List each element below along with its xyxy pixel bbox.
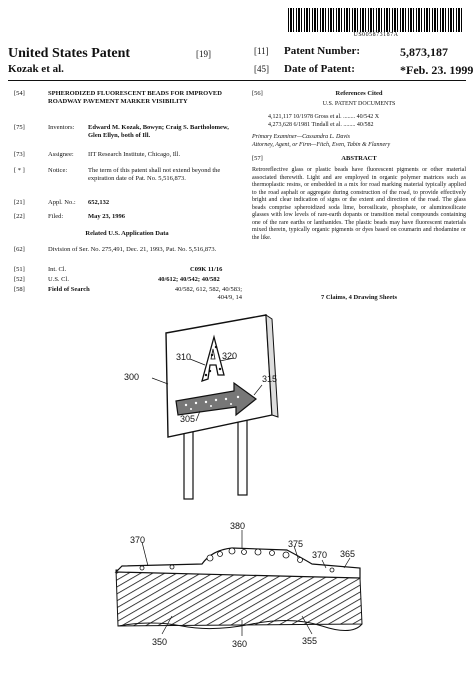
uscl-value: 40/612; 40/542; 40/582	[158, 276, 220, 283]
label-355: 355	[302, 636, 318, 646]
number-code: [11]	[254, 46, 269, 56]
cross-section-figure	[112, 520, 368, 648]
label-370-left: 370	[130, 535, 146, 545]
uscl-code: [52]	[14, 276, 25, 283]
appl-label: Appl. No.:	[48, 199, 76, 206]
label-350: 350	[152, 637, 168, 647]
related-heading: Related U.S. Application Data	[85, 230, 169, 237]
title-code: [54]	[14, 90, 25, 97]
patent-number: 5,873,187	[400, 45, 448, 59]
label-375: 375	[288, 539, 304, 549]
assignee-label: Assignee:	[48, 151, 74, 158]
filed-code: [22]	[14, 213, 25, 220]
related-code: [62]	[14, 246, 25, 253]
label-320: 320	[222, 351, 238, 361]
notice-code: [ * ]	[14, 167, 25, 174]
label-380: 380	[230, 521, 246, 531]
appl-code: [21]	[14, 199, 25, 206]
date-label: Date of Patent:	[284, 63, 355, 75]
intcl-code: [51]	[14, 266, 25, 273]
filed-label: Filed:	[48, 213, 64, 220]
notice-label: Notice:	[48, 167, 68, 174]
abstract-code: [57]	[252, 155, 263, 162]
number-label: Patent Number:	[284, 45, 361, 57]
attorney: Attorney, Agent, or Firm—Fitch, Even, Tabin & Flannery	[252, 142, 391, 148]
date-code: [45]	[254, 64, 269, 74]
notice: The term of this patent shall not extend beyond the expiration date of Pat. No. 5,516,873.	[88, 167, 221, 182]
inventors-label: Inventors:	[48, 124, 75, 131]
label-365: 365	[340, 549, 356, 559]
inventors: Edward M. Kozak, Bowyn; Craig S. Bartholomew, Glen Ellyn, both of Ill.	[88, 124, 229, 139]
related-data: Division of Ser. No. 275,491, Dec. 21, 1993, Pat. No. 5,516,873.	[48, 246, 217, 253]
label-305: 305	[180, 414, 196, 424]
appl-number: 652,132	[88, 199, 110, 206]
intcl-label: Int. Cl.	[48, 266, 67, 273]
refs-subheading: U.S. PATENT DOCUMENTS	[322, 101, 396, 107]
reference-1: 4,121,117 10/1978 Gross et al. ........ 40/542 X	[268, 114, 380, 120]
refs-heading: References Cited	[335, 90, 383, 97]
field-label: Field of Search	[48, 286, 90, 293]
inventors-short: Kozak et al.	[8, 63, 64, 75]
label-315: 315	[262, 374, 278, 384]
filed-date: May 23, 1996	[88, 213, 126, 220]
office-code: [19]	[196, 49, 211, 59]
refs-code: [56]	[252, 90, 263, 97]
reference-2: 4,273,628 6/1981 Tindall et al. ........ 40/582	[268, 122, 374, 128]
label-360: 360	[232, 639, 248, 649]
field-value: 40/582, 612, 582, 40/583; 404/9, 14	[174, 286, 242, 301]
label-310: 310	[176, 352, 192, 362]
header-rule	[8, 80, 466, 81]
sign-figure	[150, 305, 310, 505]
assignee-code: [73]	[14, 151, 25, 158]
label-370-right: 370	[312, 550, 328, 560]
abstract-heading: ABSTRACT	[341, 155, 377, 162]
abstract-text: Retroreflective glass or plastic beads have fluorescent pigments or other material associated therewith. Light and are employed in organic polymer matrices such as thermoplastic resins, or embedded in a mix for road marking material typically applied to the road asphalt or aggregate during construction of the road, to provide effectively bright and clear indication of signs or the extent and direction of the road. The glass beads comprise spheroidized soda lime, borosilicate, phosphate, or aluminosilicate glasses with low levels of rare-earth dopants or transition metal compounds containing one of the rare earths or lanthanides. The plastic beads may have fluorescent materials mixed therein, typically organic pigments or dyes based on coumarin and rhodamine or the like.	[252, 167, 466, 241]
barcode-number: US005873187A	[353, 32, 399, 38]
assignee: IIT Research Institute, Chicago, Ill.	[88, 151, 181, 158]
intcl-value: C09K 11/16	[190, 266, 223, 273]
inventors-code: [75]	[14, 124, 25, 131]
uscl-label: U.S. Cl.	[48, 276, 69, 283]
claims-summary: 7 Claims, 4 Drawing Sheets	[320, 294, 397, 301]
barcode	[288, 8, 464, 32]
patent-title: SPHERODIZED FLUORESCENT BEADS FOR IMPROVED ROADWAY PAVEMENT MARKER VISIBILITY	[48, 90, 222, 105]
primary-examiner: Primary Examiner—Cassandra L. Davis	[252, 134, 351, 140]
office-title: United States Patent	[8, 46, 131, 61]
field-code: [58]	[14, 286, 25, 293]
label-300: 300	[124, 372, 140, 382]
patent-date: *Feb. 23. 1999	[400, 63, 474, 77]
